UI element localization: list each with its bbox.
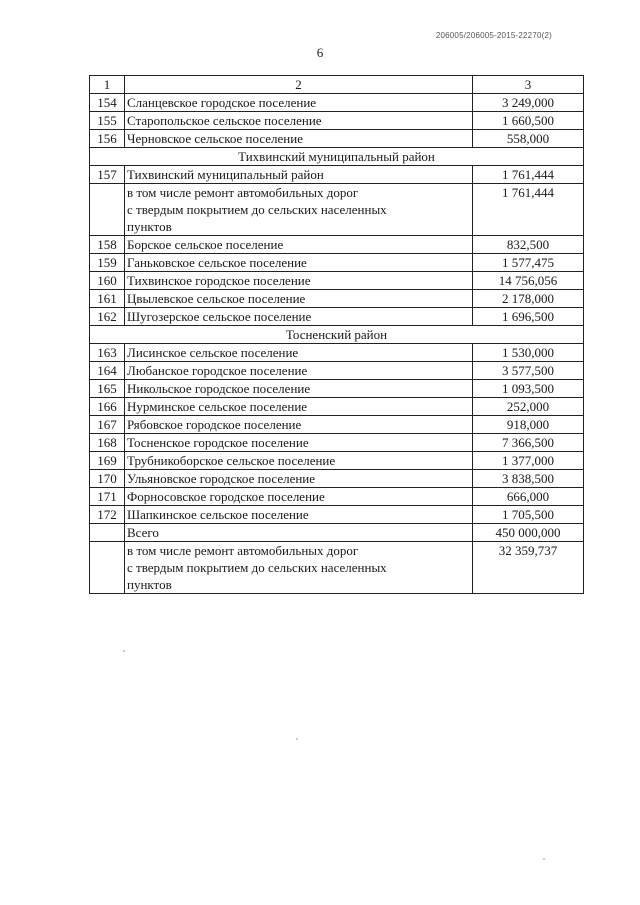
row-number: 157	[90, 166, 125, 184]
table-row	[90, 542, 584, 594]
table-row	[90, 488, 584, 506]
row-amount: 1 696,500	[473, 308, 584, 326]
table-row	[90, 308, 584, 326]
row-amount: 1 577,475	[473, 254, 584, 272]
row-amount: 666,000	[473, 488, 584, 506]
row-name: Любанское городское поселение	[125, 362, 473, 380]
row-amount: 1 093,500	[473, 380, 584, 398]
table-row	[90, 434, 584, 452]
table-row	[90, 130, 584, 148]
document-id: 206005/206005-2015-22270(2)	[435, 31, 552, 40]
row-amount: 1 377,000	[473, 452, 584, 470]
table-row	[90, 470, 584, 488]
row-number: 171	[90, 488, 125, 506]
header-col-2: 2	[125, 76, 473, 94]
row-amount: 1 530,000	[473, 344, 584, 362]
row-number: 164	[90, 362, 125, 380]
row-amount: 3 838,500	[473, 470, 584, 488]
table-row	[90, 272, 584, 290]
row-name: Ульяновское городское поселение	[125, 470, 473, 488]
table-row	[90, 166, 584, 184]
row-amount: 918,000	[473, 416, 584, 434]
row-name: Трубникоборское сельское поселение	[125, 452, 473, 470]
row-name: Шугозерское сельское поселение	[125, 308, 473, 326]
row-number: 167	[90, 416, 125, 434]
scan-speck	[123, 650, 125, 652]
row-name: Форносовское городское поселение	[125, 488, 473, 506]
row-amount: 3 577,500	[473, 362, 584, 380]
table-row	[90, 184, 584, 236]
table-row	[90, 236, 584, 254]
row-amount: 32 359,737	[473, 542, 584, 594]
table-row	[90, 290, 584, 308]
row-name: Сланцевское городское поселение	[125, 94, 473, 112]
table-header-row	[90, 76, 584, 94]
table-row	[90, 254, 584, 272]
table-row	[90, 506, 584, 524]
row-number	[90, 542, 125, 594]
row-number: 163	[90, 344, 125, 362]
row-number: 158	[90, 236, 125, 254]
table-body	[90, 76, 584, 594]
row-number: 156	[90, 130, 125, 148]
row-number: 154	[90, 94, 125, 112]
row-amount: 1 705,500	[473, 506, 584, 524]
table-row	[90, 362, 584, 380]
row-amount: 558,000	[473, 130, 584, 148]
table-row	[90, 344, 584, 362]
row-name: в том числе ремонт автомобильных дорог с твердым покрытием до сельских населенных пунктов	[125, 184, 473, 236]
row-name: Рябовское городское поселение	[125, 416, 473, 434]
table-row	[90, 398, 584, 416]
section-title: Тихвинский муниципальный район	[90, 148, 584, 166]
scan-speck	[296, 738, 298, 740]
row-name: Старопольское сельское поселение	[125, 112, 473, 130]
row-number: 161	[90, 290, 125, 308]
row-number	[90, 184, 125, 236]
row-amount: 7 366,500	[473, 434, 584, 452]
row-number: 168	[90, 434, 125, 452]
scan-speck	[543, 858, 545, 860]
row-amount: 2 178,000	[473, 290, 584, 308]
row-name: Тосненское городское поселение	[125, 434, 473, 452]
row-amount: 1 761,444	[473, 166, 584, 184]
row-name: в том числе ремонт автомобильных дорог с твердым покрытием до сельских населенных пунктов	[125, 542, 473, 594]
row-amount: 832,500	[473, 236, 584, 254]
table-row	[90, 416, 584, 434]
row-name: Никольское городское поселение	[125, 380, 473, 398]
row-name: Ганьковское сельское поселение	[125, 254, 473, 272]
row-number: 162	[90, 308, 125, 326]
row-number: 169	[90, 452, 125, 470]
row-name: Шапкинское сельское поселение	[125, 506, 473, 524]
row-amount: 1 660,500	[473, 112, 584, 130]
header-col-3: 3	[473, 76, 584, 94]
row-name: Черновское сельское поселение	[125, 130, 473, 148]
row-name: Цвылевское сельское поселение	[125, 290, 473, 308]
row-number: 160	[90, 272, 125, 290]
section-row	[90, 148, 584, 166]
budget-table	[89, 75, 584, 594]
row-number: 172	[90, 506, 125, 524]
row-name: Тихвинский муниципальный район	[125, 166, 473, 184]
row-number: 165	[90, 380, 125, 398]
section-row	[90, 326, 584, 344]
row-number: 159	[90, 254, 125, 272]
row-name: Всего	[125, 524, 473, 542]
table-row	[90, 380, 584, 398]
row-number: 170	[90, 470, 125, 488]
table-row	[90, 112, 584, 130]
row-amount: 252,000	[473, 398, 584, 416]
header-col-1: 1	[90, 76, 125, 94]
page-number: 6	[316, 45, 324, 60]
section-title: Тосненский район	[90, 326, 584, 344]
row-amount: 3 249,000	[473, 94, 584, 112]
row-name: Борское сельское поселение	[125, 236, 473, 254]
row-name: Лисинское сельское поселение	[125, 344, 473, 362]
row-number: 155	[90, 112, 125, 130]
row-amount: 1 761,444	[473, 184, 584, 236]
row-number: 166	[90, 398, 125, 416]
row-amount: 450 000,000	[473, 524, 584, 542]
row-amount: 14 756,056	[473, 272, 584, 290]
row-number	[90, 524, 125, 542]
row-name: Нурминское сельское поселение	[125, 398, 473, 416]
row-name: Тихвинское городское поселение	[125, 272, 473, 290]
table-row	[90, 452, 584, 470]
table-row	[90, 524, 584, 542]
table-row	[90, 94, 584, 112]
